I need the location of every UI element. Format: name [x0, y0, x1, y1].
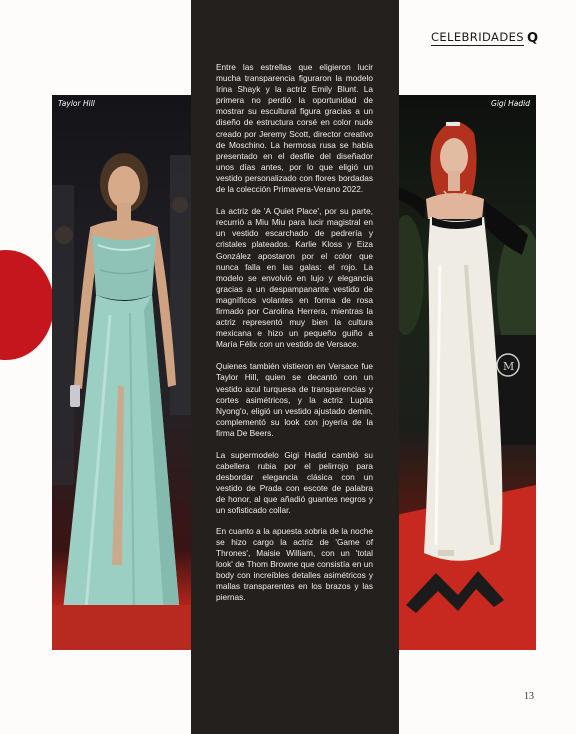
page-header — [431, 30, 538, 46]
taylor-hill-illustration — [52, 95, 192, 650]
article-paragraph-1: Entre las estrellas que eligieron lucir mucha transparencia figuraron la modelo Irina Shayk y la actriz Emily Blunt. La primera no perdió la oportunidad de mostrar su escultural figura gracias a un diseño de estructura corsé en color nude creado por Jeremy Scott, director creativo de Moschino. La hermosa rusa se había presentado en el desfile del diseñador unos días antes, por lo que eligió un vestido personalizado con flores bordadas de la colección Primavera-Verano 2022. — [216, 62, 373, 195]
article-paragraph-3: Quienes también vistieron en Versace fue Taylor Hill, quien se decantó con un vestido azul turquesa de transparencias y cortes asimétricos, y la actriz Lupita Nyong'o, eligió un vestido ajustado demin, complementó su look con joyería de la firma De Beers. — [216, 361, 373, 438]
article-paragraph-2: La actriz de 'A Quiet Place', por su parte, recurrió a Miu Miu para lucir magistral en un vestido escarchado de pedrería y cristales plateados. Karlie Kloss y Eiza González apostaron por el color que nunca falla en las galas: el rojo. La modelo se envolvió en lujo y elegancia gracias a un despampanante vestido de magníficos volantes en forma de rosa firmado por Carolina Herrera, mientras la actriz representó muy bien la cultura mexicana e hizo un pequeño guiño a María Félix con un vestido de Versace. — [216, 206, 373, 350]
backdrop-m-logo: M — [503, 360, 515, 373]
article-paragraph-5: En cuanto a la apuesta sobria de la noche se hizo cargo la actriz de 'Game of Thrones', Maisie William, con un 'total look' de Thom Browne que consistía en un body con increíbles detalles asimétricos y mallas transparentes en los brazos y las piernas. — [216, 525, 373, 603]
photo-taylor-hill — [52, 95, 192, 650]
page-number: 13 — [524, 691, 534, 702]
photo-caption-right: Gigi Hadid — [491, 99, 530, 108]
photo-caption-left: Taylor Hill — [58, 99, 95, 108]
article-body — [216, 62, 373, 614]
section-title: CELEBRIDADES — [430, 30, 524, 44]
photo-gigi-hadid — [396, 95, 536, 650]
red-decorative-shape — [0, 250, 54, 360]
article-paragraph-4: La supermodelo Gigi Hadid cambió su cabellera rubia por el pelirrojo para desbordar elegancia clásica con un vestido de Prada con escote de palabra de honor, al que añadió guantes negros y un sofisticado collar. — [216, 450, 373, 516]
brand-logo: Q — [526, 30, 538, 46]
gigi-hadid-illustration — [396, 95, 536, 650]
